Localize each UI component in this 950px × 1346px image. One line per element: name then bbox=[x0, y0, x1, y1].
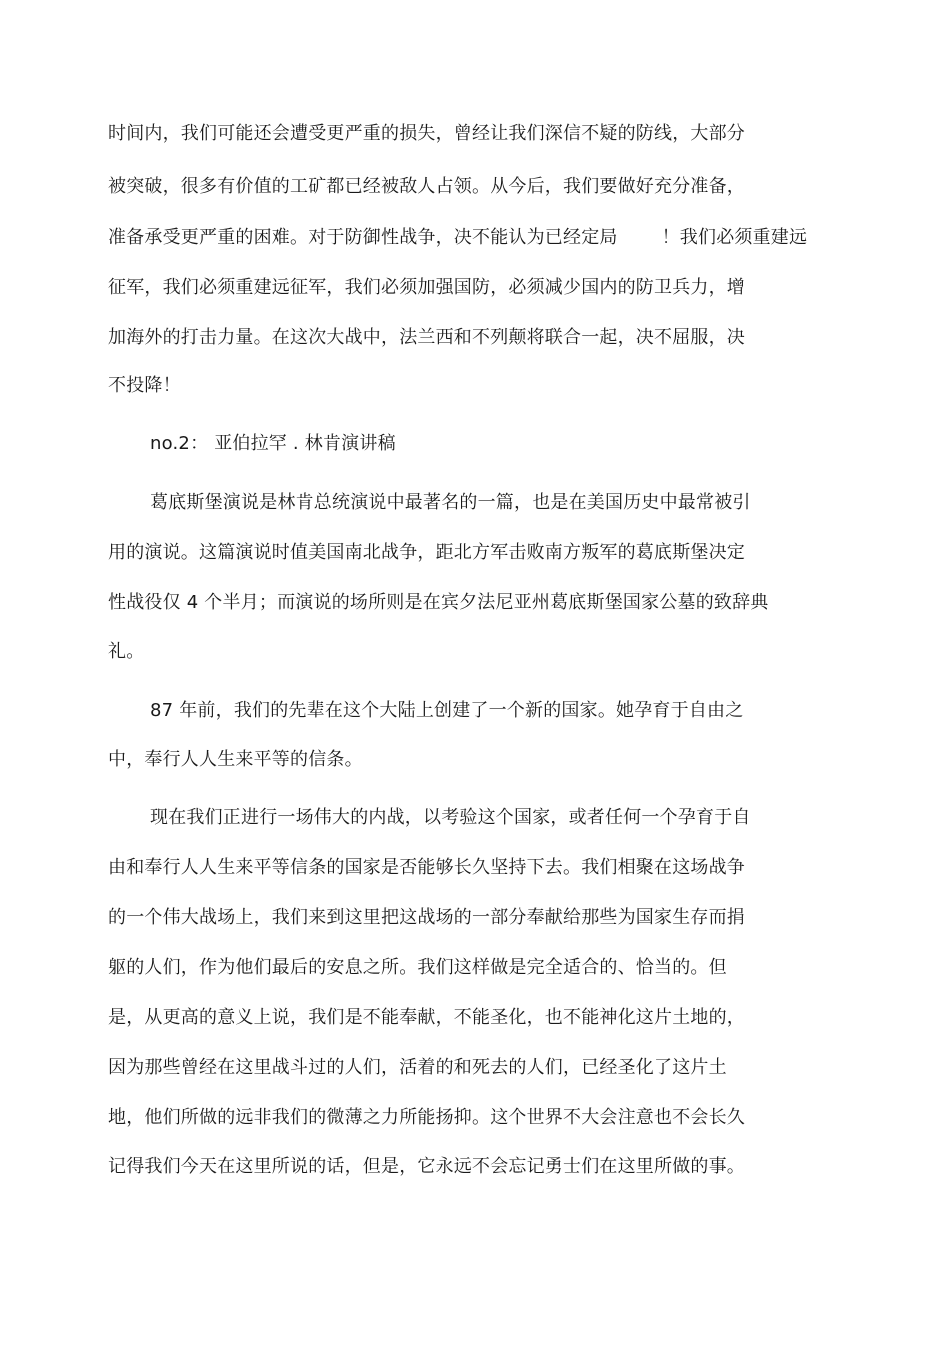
text-line: 地，他们所做的远非我们的微薄之力所能扬抑。这个世界不大会注意也不会长久 bbox=[108, 1107, 745, 1128]
text-line: 时间内，我们可能还会遭受更严重的损失，曾经让我们深信不疑的防线，大部分 bbox=[108, 123, 745, 144]
section-heading: no.2： 亚伯拉罕 . 林肯演讲稿 bbox=[150, 433, 396, 454]
text-line: 加海外的打击力量。在这次大战中，法兰西和不列颠将联合一起，决不屈服，决 bbox=[108, 327, 745, 348]
text-line: 性战役仅 4 个半月；而演说的场所则是在宾夕法尼亚州葛底斯堡国家公墓的致辞典 bbox=[108, 592, 769, 613]
text-line: 由和奉行人人生来平等信条的国家是否能够长久坚持下去。我们相聚在这场战争 bbox=[108, 857, 745, 878]
text-line: 现在我们正进行一场伟大的内战，以考验这个国家，或者任何一个孕育于自 bbox=[150, 807, 751, 828]
text-segment: ！我们必须重建远 bbox=[661, 227, 808, 248]
text-line: 被突破，很多有价值的工矿都已经被敌人占领。从今后，我们要做好充分准备， bbox=[108, 176, 745, 197]
text-line: 礼。 bbox=[108, 641, 145, 662]
text-line bbox=[108, 226, 807, 250]
text-line: 中，奉行人人生来平等的信条。 bbox=[108, 749, 363, 770]
text-line: 因为那些曾经在这里战斗过的人们，活着的和死去的人们，已经圣化了这片土 bbox=[108, 1057, 727, 1078]
text-line: 87 年前，我们的先辈在这个大陆上创建了一个新的国家。她孕育于自由之 bbox=[150, 700, 744, 721]
text-line: 不投降！ bbox=[108, 375, 181, 396]
text-line: 的一个伟大战场上，我们来到这里把这战场的一部分奉献给那些为国家生存而捐 bbox=[108, 907, 745, 928]
text-line: 躯的人们，作为他们最后的安息之所。我们这样做是完全适合的、恰当的。但 bbox=[108, 957, 727, 978]
text-segment: 准备承受更严重的困难。对于防御性战争，决不能认为已经定局 bbox=[108, 227, 618, 248]
text-line: 征军，我们必须重建远征军，我们必须加强国防，必须减少国内的防卫兵力，增 bbox=[108, 277, 745, 298]
text-line: 用的演说。这篇演说时值美国南北战争，距北方军击败南方叛军的葛底斯堡决定 bbox=[108, 542, 745, 563]
text-line: 记得我们今天在这里所说的话，但是，它永远不会忘记勇士们在这里所做的事。 bbox=[108, 1156, 745, 1177]
text-line: 是，从更高的意义上说，我们是不能奉献，不能圣化，也不能神化这片土地的， bbox=[108, 1007, 745, 1028]
text-line: 葛底斯堡演说是林肯总统演说中最著名的一篇，也是在美国历史中最常被引 bbox=[150, 492, 751, 513]
